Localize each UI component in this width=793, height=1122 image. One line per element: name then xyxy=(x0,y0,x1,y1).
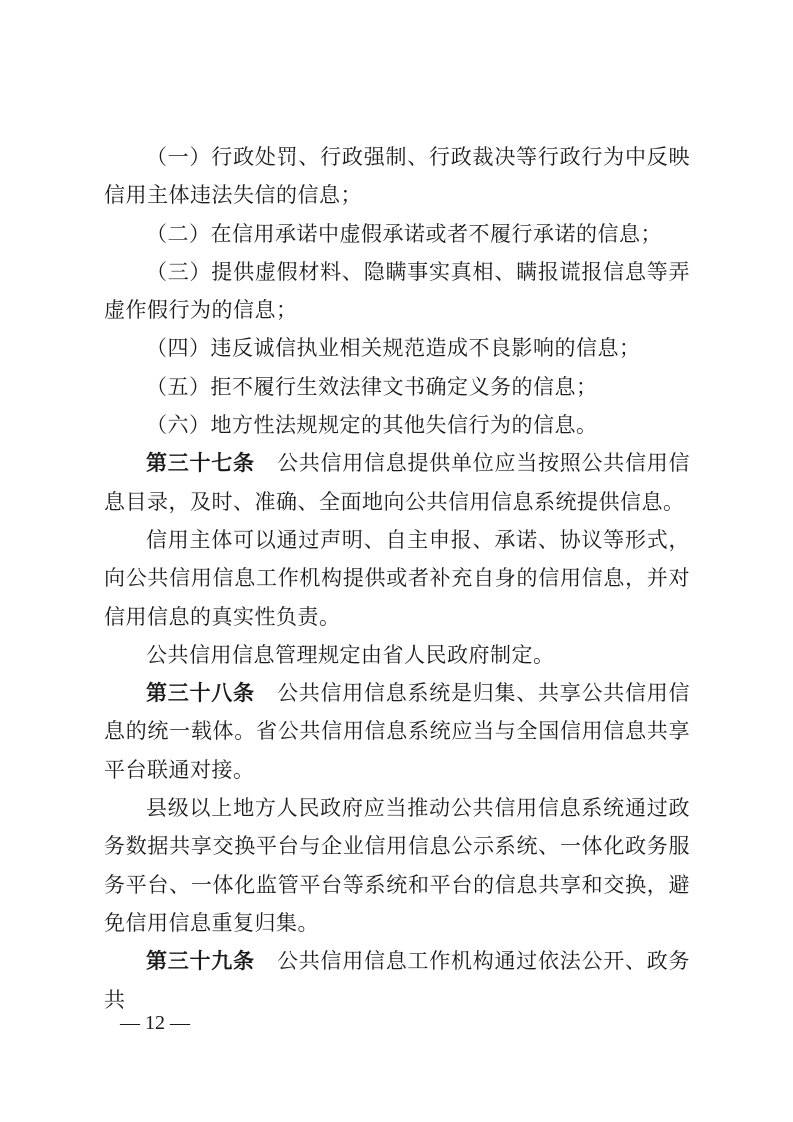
article-37-para-2: 信用主体可以通过声明、自主申报、承诺、协议等形式，向公共信用信息工作机构提供或者补充自身的信用信息，并对信用信息的真实性负责。 xyxy=(104,527,690,629)
article-text: 公共信用信息提供单位应当按照公共信用信息目录，及时、准确、全面地向公共信用信息系统提供信息。 xyxy=(104,451,691,514)
paragraph-item-2: （二）在信用承诺中虚假承诺或者不履行承诺的信息； xyxy=(146,221,662,246)
article-39 xyxy=(104,942,690,1019)
paragraph-item-1: （一）行政处罚、行政强制、行政裁决等行政行为中反映信用主体违法失信的信息； xyxy=(104,145,690,208)
paragraph-item-5: （五）拒不履行生效法律文书确定义务的信息； xyxy=(146,374,598,399)
paragraph-item-4: （四）违反诚信执业相关规范造成不良影响的信息； xyxy=(146,336,641,361)
article-37 xyxy=(104,444,690,521)
paragraph-item-6: （六）地方性法规规定的其他失信行为的信息。 xyxy=(146,413,598,438)
article-text: 公共信用信息工作机构通过依法公开、政务共 xyxy=(104,949,691,1012)
article-number: 第三十九条 xyxy=(146,949,255,974)
page-number: — 12 — xyxy=(120,1012,190,1034)
article-38-para-2: 县级以上地方人民政府应当推动公共信用信息系统通过政务数据共享交换平台与企业信用信息公示系统、一体化政务服务平台、一体化监管平台等系统和平台的信息共享和交换，避免信用信息重复归集。 xyxy=(104,796,690,935)
article-number: 第三十七条 xyxy=(146,451,255,476)
paragraph-item-3: （三）提供虚假材料、隐瞒事实真相、瞒报谎报信息等弄虚作假行为的信息； xyxy=(104,259,690,323)
article-text: 公共信用信息系统是归集、共享公共信用信息的统一载体。省公共信用信息系统应当与全国信用信息共享平台联通对接。 xyxy=(104,681,691,782)
article-number: 第三十八条 xyxy=(146,681,255,706)
article-37-para-3: 公共信用信息管理规定由省人民政府制定。 xyxy=(146,642,555,667)
article-38 xyxy=(104,674,690,789)
document-body xyxy=(104,138,690,1019)
